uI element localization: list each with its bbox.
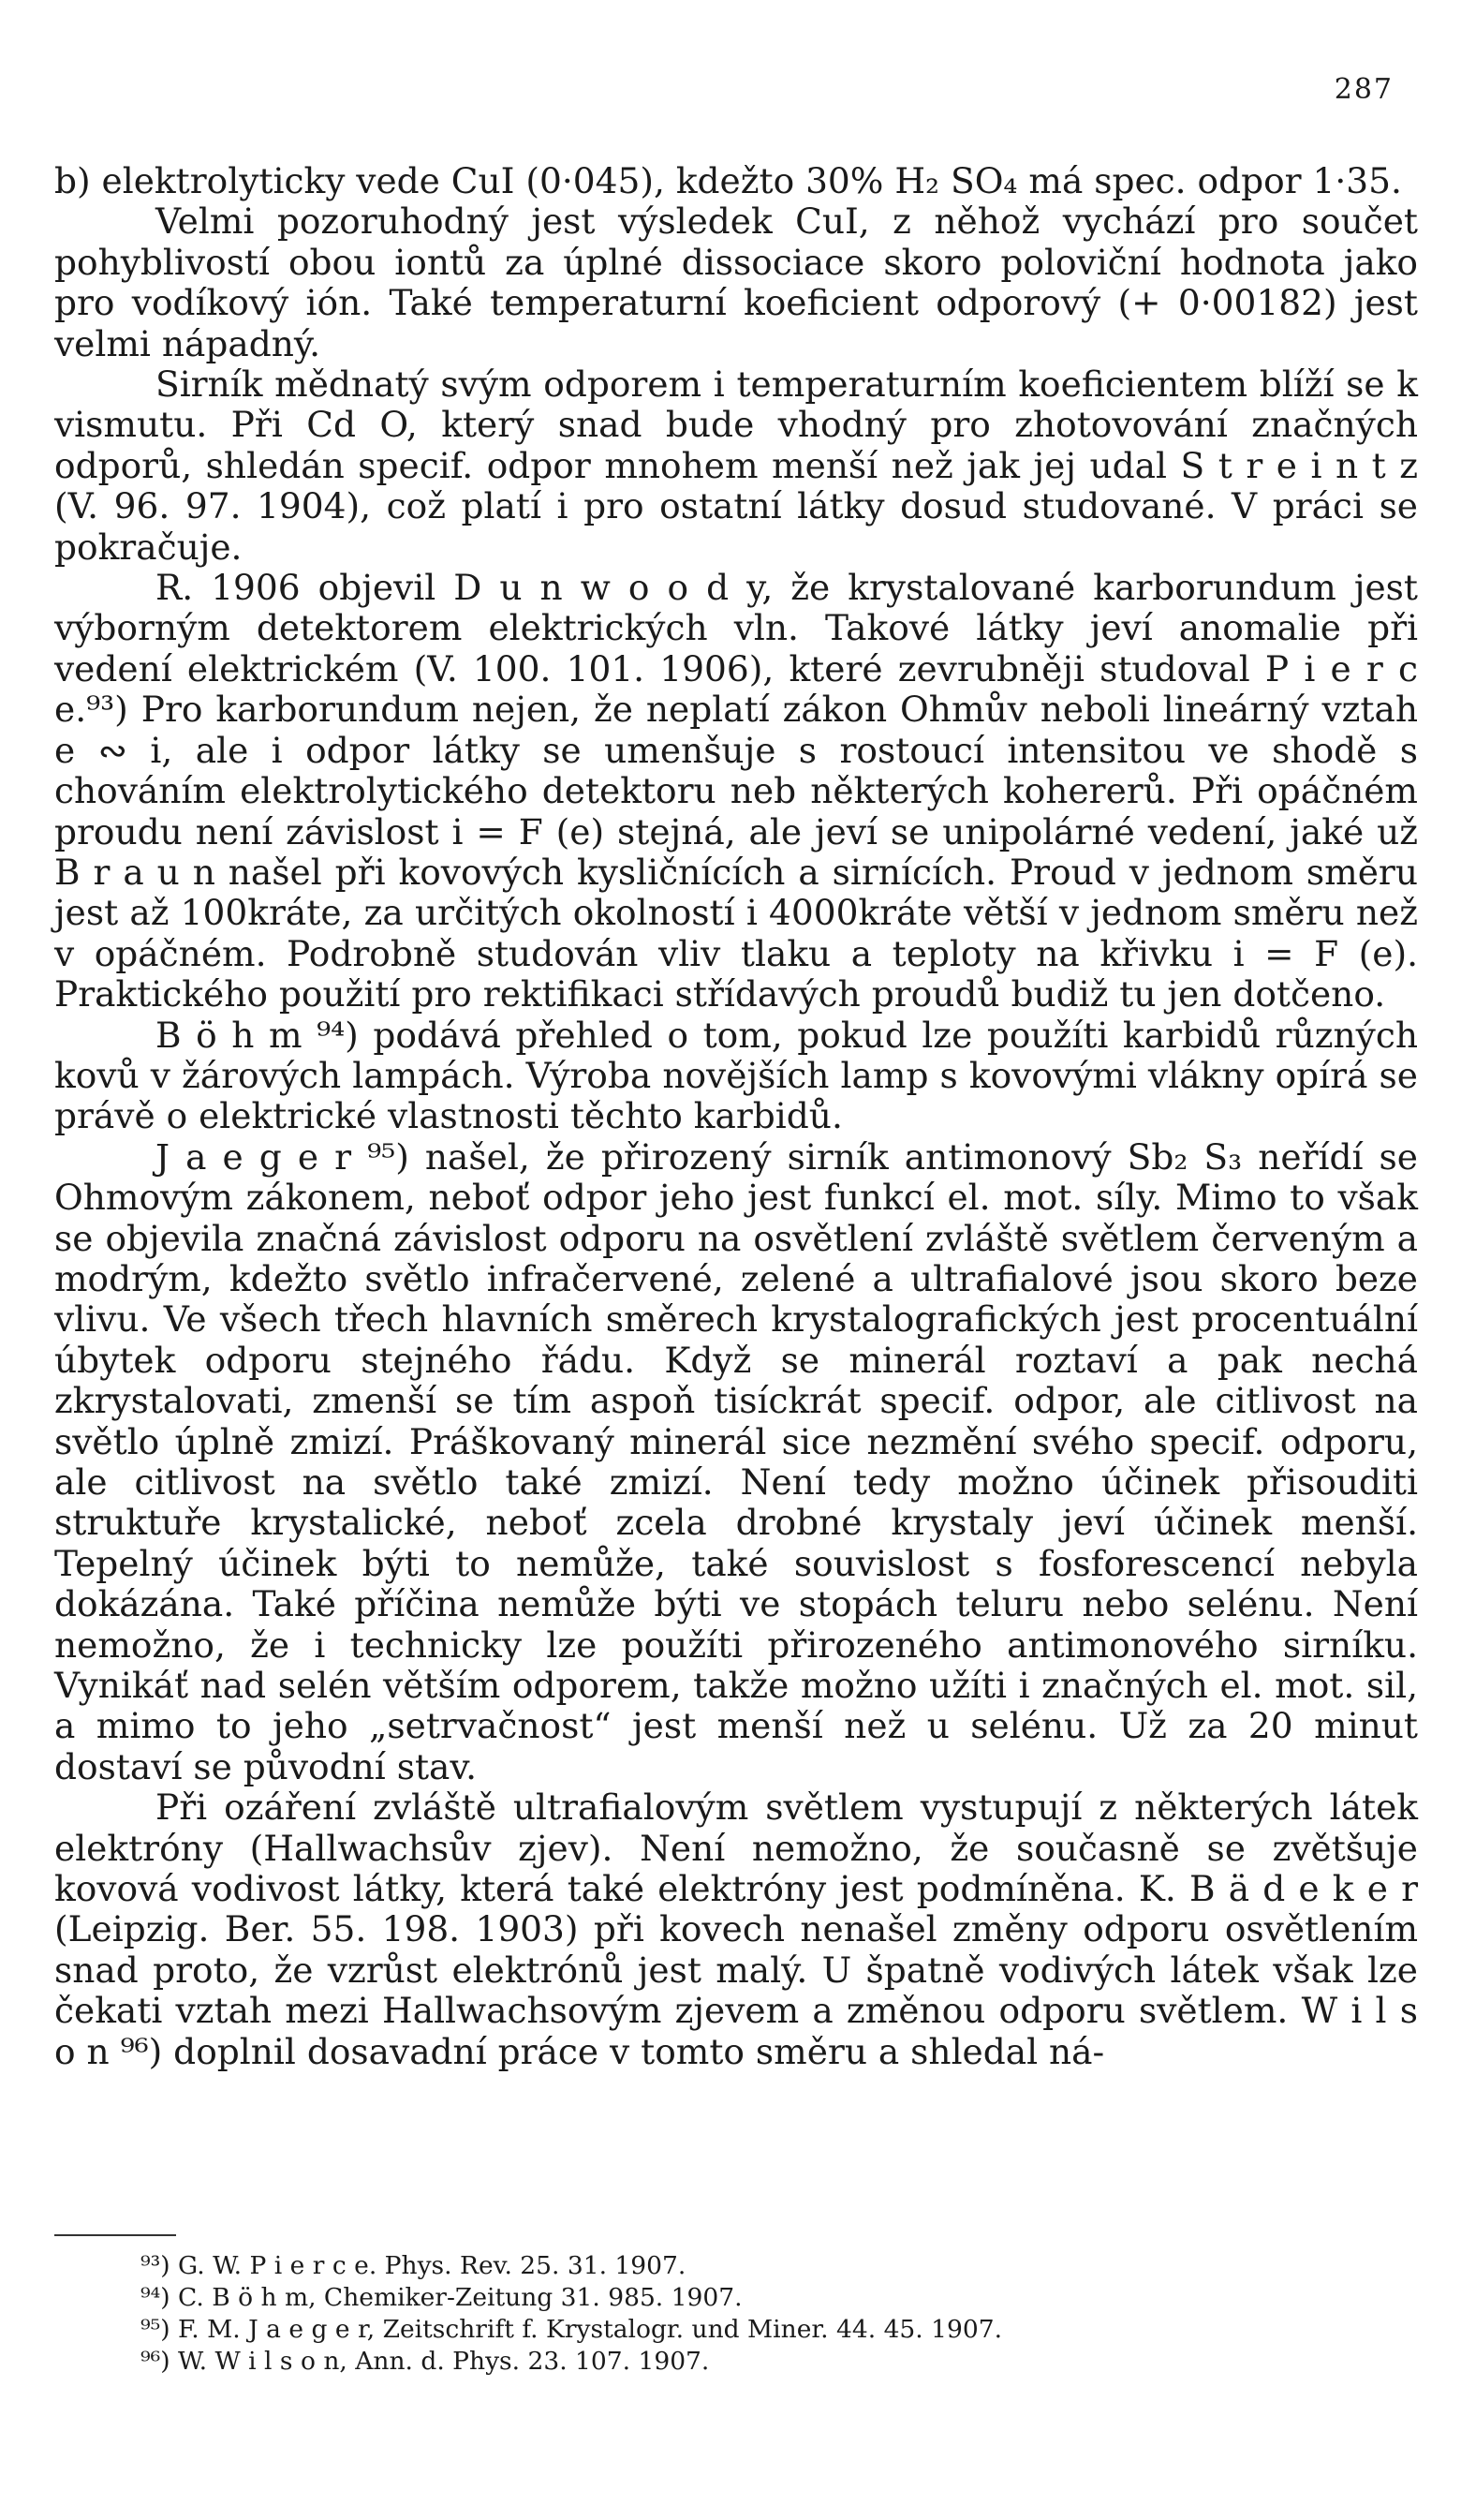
footnote-96: ⁹⁶) W. W i l s o n, Ann. d. Phys. 23. 107. 1907. <box>140 2347 710 2376</box>
paragraph-b-electrolytic: b) elektrolyticky vede CuI (0·045), kdežto 30% H₂ SO₄ má spec. odpor 1·35. <box>54 160 1402 201</box>
footnotes <box>140 2250 1358 2378</box>
footnote-divider <box>54 2234 176 2236</box>
paragraph-copper-sulfide: Sirník mědnatý svým odporem i temperaturním koeficientem blíží se k vismutu. Při Cd O, který snad bude vhodný pro zhotovování značných odporů, shledán specif. odpor mnohem menší než jak jej udal S t r e i n t z (V. 96. 97. 1904), což platí i pro ostatní látky dosud studované. V práci se pokračuje. <box>54 363 1418 568</box>
paragraph-hallwachs: Při ozáření zvláště ultrafialovým světlem vystupují z některých látek elektróny (Hallwachsův zjev). Není nemožno, že současně se zvětšuje kovová vodivost látky, která také elektróny jest podmíněna. K. B ä d e k e r (Leipzig. Ber. 55. 198. 1903) při kovech nenašel změny odporu osvětlením snad proto, že vzrůst elektrónů jest malý. U špatně vodivých látek však lze čekati vztah mezi Hallwachsovým zjevem a změnou odporu světlem. W i l s o n ⁹⁶) doplnil dosavadní práce v tomto směru a shledal ná- <box>54 1786 1418 2072</box>
footnote-93: ⁹³) G. W. P i e r c e. Phys. Rev. 25. 31. 1907. <box>140 2251 686 2280</box>
body-text <box>54 161 1418 2072</box>
paragraph-cui-result: Velmi pozoruhodný jest výsledek CuI, z něhož vychází pro součet pohyblivostí obou iontů za úplné dissociace skoro poloviční hodnota jako pro vodíkový ión. Také temperaturní koeficient odporový (+ 0·00182) jest velmi nápadný. <box>54 200 1418 364</box>
footnote-95: ⁹⁵) F. M. J a e g e r, Zeitschrift f. Krystalogr. und Miner. 44. 45. 1907. <box>140 2315 1002 2344</box>
footnote-94: ⁹⁴) C. B ö h m, Chemiker-Zeitung 31. 985. 1907. <box>140 2283 743 2312</box>
paragraph-jaeger-antimony: J a e g e r ⁹⁵) našel, že přirozený sirník antimonový Sb₂ S₃ neřídí se Ohmovým zákonem, neboť odpor jeho jest funkcí el. mot. síly. Mimo to však se objevila značná závislost odporu na osvětlení zvláště světlem červeným a modrým, kdežto světlo infračervené, zelené a ultrafialové jsou skoro beze vlivu. Ve všech třech hlavních směrech krystalografických jest procentuální úbytek odporu stejného řádu. Když se minerál roztaví a pak nechá zkrystalovati, zmenší se tím aspoň tisíckrát specif. odpor, ale citlivost na světlo úplně zmizí. Práškovaný minerál sice nezmění svého specif. odporu, ale citlivost na světlo také zmizí. Není tedy možno účinek přisouditi struktuře krystalické, neboť zcela drobné krystaly jeví účinek menší. Tepelný účinek býti to nemůže, také souvislost s fosforescencí nebyla dokázána. Také příčina nemůže býti ve stopách teluru nebo selénu. Není nemožno, že i technicky lze použíti přirozeného antimonového sirníku. Vynikáť nad selén větším odporem, takže možno užíti i značných el. mot. sil, a mimo to jeho „setrvačnost“ jest menší než u selénu. Už za 20 minut dostaví se původní stav. <box>54 1135 1418 1787</box>
paragraph-bohm-carbides: B ö h m ⁹⁴) podává přehled o tom, pokud lze použíti karbidů různých kovů v žárových lampách. Výroba novějších lamp s kovovými vlákny opírá se právě o elektrické vlastnosti těchto karbidů. <box>54 1014 1418 1137</box>
page-number: 287 <box>1334 73 1394 106</box>
paragraph-carborundum: R. 1906 objevil D u n w o o d y, že krystalované karborundum jest výborným detektorem elektrických vln. Takové látky jeví anomalie při vedení elektrickém (V. 100. 101. 1906), které zevrubněji studoval P i e r c e.⁹³) Pro karborundum nejen, že neplatí zákon Ohmův neboli lineárný vztah e ∾ i, ale i odpor látky se umenšuje s rostoucí intensitou ve shodě s chováním elektrolytického detektoru neb některých kohererů. Při opáčném proudu není závislost i = F (e) stejná, ale jeví se unipolárné vedení, jaké už B r a u n našel při kovových kysličnících a sirnících. Proud v jednom směru jest až 100kráte, za určitých okolností i 4000kráte větší v jednom směru než v opáčném. Podrobně studován vliv tlaku a teploty na křivku i = F (e). Praktického použití pro rektifikaci střídavých proudů budiž tu jen dotčeno. <box>54 567 1418 1015</box>
